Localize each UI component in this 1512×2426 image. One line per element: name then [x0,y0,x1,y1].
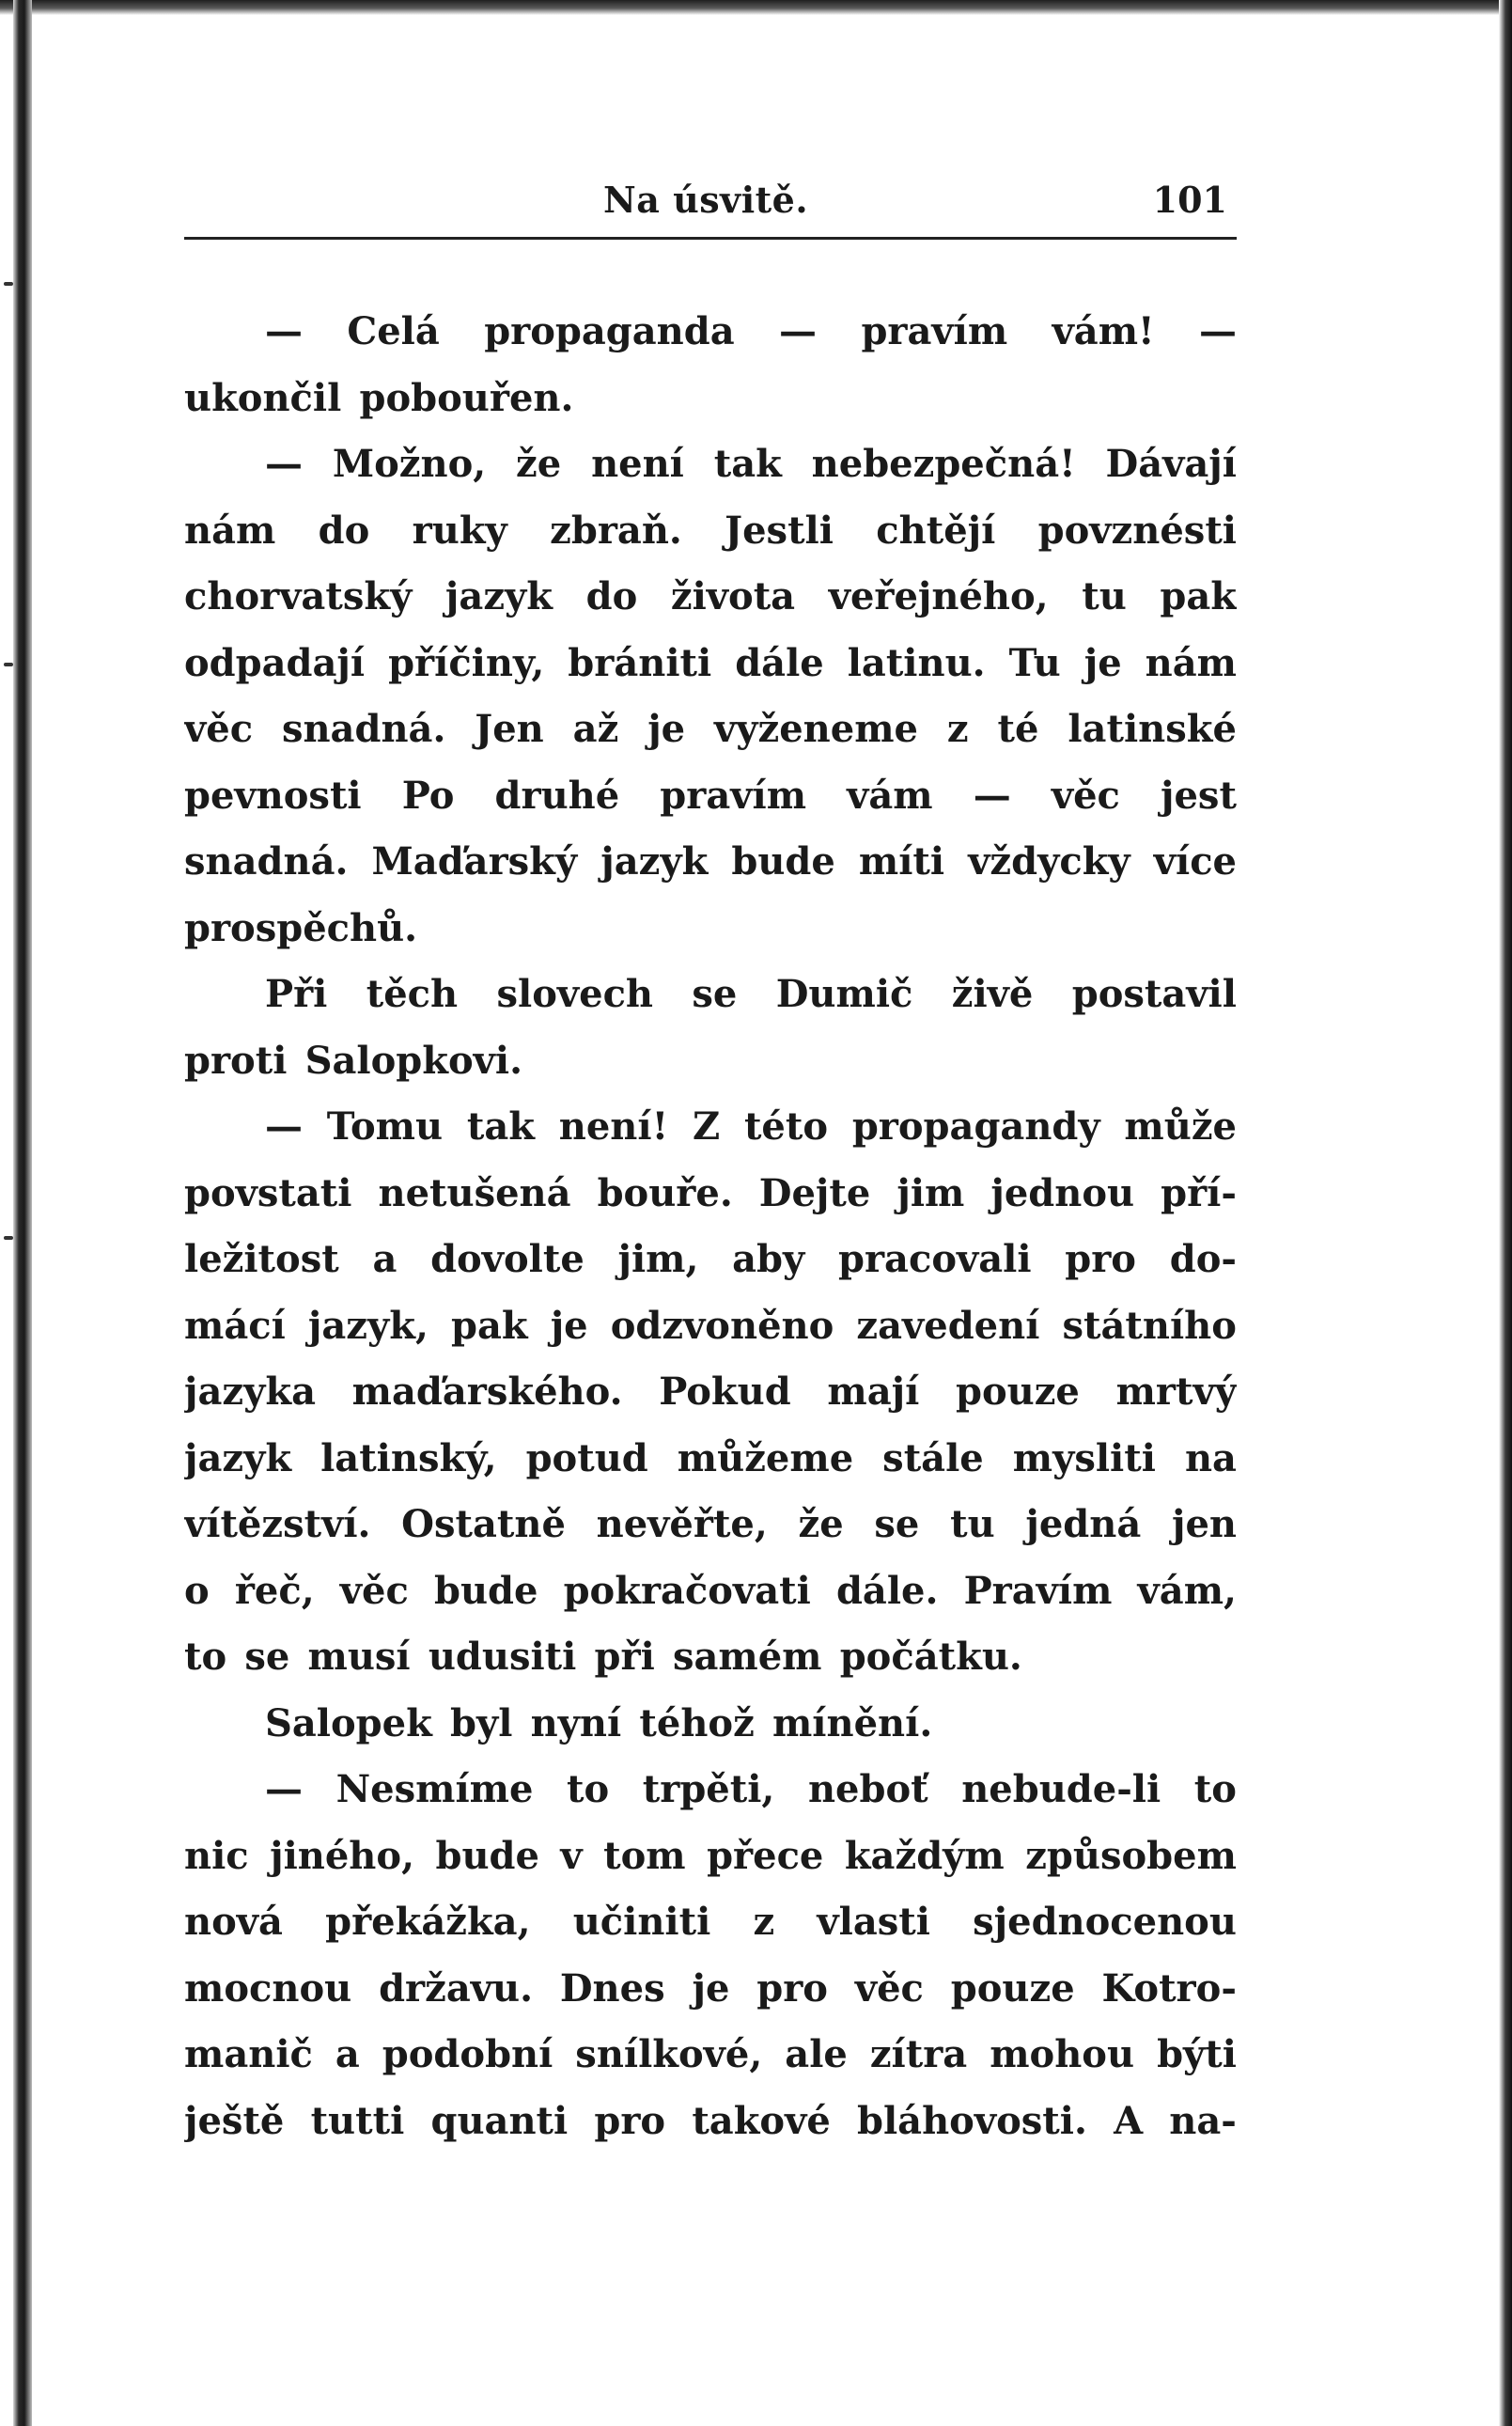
word: způsobem [1025,1833,1237,1878]
word: do [318,508,370,553]
word: pevnosti [184,773,362,818]
word: není [591,442,684,486]
word: jiného, [270,1833,414,1878]
word: Pravím [963,1568,1113,1613]
text-line [184,774,1237,840]
word: Dávají [1105,442,1237,486]
word: bude [433,1568,538,1613]
word: samém [672,1635,822,1679]
book-page [184,150,1237,2165]
word: státního [1062,1303,1237,1348]
word: pravím [861,309,1008,353]
word: povznésti [1037,508,1237,553]
word: pro [756,1965,828,2011]
word: pobouřen. [359,375,574,420]
text-line [184,574,1237,641]
text-line [184,1701,1237,1768]
word: mají [827,1370,920,1414]
word: snadná. [281,707,446,751]
word: se [244,1635,290,1679]
word: to [567,1767,610,1811]
word: ale [785,2032,848,2076]
word: jazyka [184,1370,316,1414]
text-line [184,972,1237,1039]
word: o [184,1568,210,1613]
word: a [372,1237,397,1281]
running-title: Na úsvitě. [603,179,809,221]
word: vždycky [968,839,1130,884]
scan-mark [4,663,13,666]
text-line [184,1104,1237,1171]
word: nic [184,1833,249,1878]
word: pokračovati [563,1568,811,1613]
word: věc [184,707,254,751]
word: vítězství. [184,1502,371,1546]
word: musí [307,1635,411,1679]
word: ležitost [184,1237,339,1281]
word: netušená [378,1170,571,1215]
word: maďarského. [351,1370,623,1414]
text-line [184,1171,1237,1238]
word: tu [950,1502,995,1546]
word: do- [1169,1237,1237,1281]
word: Maďarský [371,839,578,884]
word: pravím [660,773,807,818]
word: přece [707,1833,824,1878]
word: — [1199,309,1237,353]
word: počátku. [839,1635,1022,1679]
word: Jen [475,707,544,751]
word: je [1083,640,1122,685]
word: Dejte [758,1170,871,1215]
word: že [516,442,562,486]
word: — [973,773,1011,818]
text-line [184,1834,1237,1901]
word: potud [525,1435,648,1480]
word: bude [435,1833,539,1878]
word: je [692,1965,730,2011]
scan-top-edge [0,0,1512,15]
word: chtějí [876,508,996,553]
word: pro [1065,1237,1136,1281]
word: na [1184,1435,1237,1480]
word: je [550,1303,588,1348]
word: tom [603,1833,686,1878]
scan-mark [4,1236,13,1240]
word: tak [466,1104,535,1149]
word: těch [366,972,459,1016]
word: Kotro- [1101,1965,1237,2011]
word: pro [594,2098,666,2143]
scan-mark [4,282,13,286]
text-line [184,1569,1237,1636]
word: A [1114,2098,1144,2143]
word: se [874,1502,920,1546]
word: druhé [494,773,620,818]
word: dovolte [430,1237,585,1281]
text-line [184,1966,1237,2033]
text-line [184,1039,1237,1105]
word: jazyk [184,1435,292,1480]
word: Pokud [659,1370,791,1414]
word: Salopkovi. [304,1038,522,1083]
word: to [1193,1767,1237,1811]
word: se [692,972,738,1016]
word: věc [339,1568,409,1613]
word: pak [1160,574,1237,618]
word: Tomu [326,1104,444,1149]
word: Salopek [265,1700,432,1745]
word: quanti [430,2098,569,2143]
word: může [1124,1104,1237,1149]
word: pak [450,1303,528,1348]
word: mrtvý [1115,1370,1237,1414]
word: byl [450,1700,513,1745]
word: Ostatně [401,1502,566,1546]
word: — [265,309,303,353]
word: pří- [1161,1170,1237,1215]
word: propaganda [484,309,735,353]
word: nyní [530,1700,622,1745]
word: podobní [382,2032,553,2076]
word: každým [844,1833,1005,1878]
word: je [647,707,686,751]
text-line [184,839,1237,906]
word: sjednocenou [973,1900,1237,1944]
text-line [184,1502,1237,1569]
word: pouze [955,1370,1080,1414]
word: postavil [1071,972,1237,1016]
word: více [1153,839,1237,884]
word: zavedení [856,1303,1040,1348]
word: bláhovosti. [856,2098,1087,2143]
word: mínění. [772,1700,933,1745]
word: jest [1161,773,1237,818]
word: — [265,442,303,486]
word: nová [184,1900,283,1944]
word: věc [854,1965,924,2011]
word: této [743,1104,829,1149]
word: až [572,707,619,751]
text-line [184,641,1237,708]
word: jen [1171,1502,1237,1546]
text-line [184,442,1237,509]
word: tutti [310,2098,405,2143]
word: Celá [347,309,440,353]
word: prospěchů. [184,905,418,950]
word: býti [1157,2032,1237,2076]
word: jazyk, [307,1303,429,1348]
word: z [753,1900,775,1944]
word: řeč, [234,1568,315,1613]
word: mohou [990,2032,1135,2076]
word: slovech [496,972,654,1016]
word: vlasti [817,1900,930,1944]
text-line [184,2032,1237,2099]
text-line [184,1304,1237,1370]
word: nám [184,508,276,553]
word: tu [1082,574,1127,618]
word: jedná [1025,1502,1142,1546]
word: při [594,1635,655,1679]
word: příčiny, [388,640,545,685]
word: z [946,707,969,751]
word: chorvatský [184,574,413,618]
word: živě [951,972,1034,1016]
word: jazyk [444,574,553,618]
word: ještě [184,2098,285,2143]
word: překážka, [325,1900,531,1944]
word: trpěti, [642,1767,775,1811]
word: zítra [869,2032,968,2076]
word: nebude-li [961,1767,1161,1811]
text-line [184,1900,1237,1966]
word: latinské [1068,707,1237,751]
word: na- [1169,2098,1237,2143]
word: do [585,574,638,618]
word: mocnou [184,1965,352,2011]
body-text [184,309,1237,2165]
text-line [184,1436,1237,1503]
word: brániti [568,640,712,685]
word: snadná. [184,839,349,884]
word: — [265,1767,303,1811]
word: učiniti [572,1900,711,1944]
word: udusiti [428,1635,577,1679]
word: latinský, [320,1435,497,1480]
word: můžeme [677,1435,854,1480]
word: Z [692,1104,721,1149]
word: nám [1145,640,1237,685]
word: věc [1051,773,1120,818]
word: a [335,2032,360,2076]
word: Po [401,773,455,818]
word: v [560,1833,583,1878]
word: jednou [990,1170,1135,1215]
page-number: 101 [1152,179,1227,221]
word: latinu. [847,640,986,685]
word: vyženeme [714,707,918,751]
word: nevěřte, [596,1502,768,1546]
word: to [184,1635,227,1679]
word: odzvoněno [610,1303,834,1348]
word: dále [735,640,824,685]
word: téhož [639,1700,755,1745]
word: proti [184,1038,288,1083]
word: vám, [1137,1568,1237,1613]
word: ruky [412,508,507,553]
text-line [184,1237,1237,1304]
word: snílkové, [575,2032,763,2076]
page-header [184,150,1237,240]
word: — [265,1104,303,1149]
word: Dnes [559,1965,665,2011]
text-line [184,509,1237,575]
word: — [779,309,818,353]
word: života [670,574,796,618]
text-line [184,309,1237,376]
word: Jestli [725,508,834,553]
word: zbraň. [550,508,682,553]
word: jazyk [600,839,709,884]
word: pouze [950,1965,1075,2011]
word: Při [265,972,328,1016]
word: míti [858,839,945,884]
word: odpadají [184,640,366,685]
word: té [997,707,1039,751]
word: dále. [835,1568,939,1613]
word: ukončil [184,375,342,420]
word: bude [731,839,835,884]
scan-left-edge [13,0,32,2426]
word: pracovali [838,1237,1032,1281]
word: Dumič [775,972,913,1016]
word: Možno, [332,442,487,486]
text-line [184,906,1237,973]
text-line [184,1635,1237,1701]
text-line [184,376,1237,443]
word: Tu [1008,640,1061,685]
word: vám! [1052,309,1155,353]
word: tak [713,442,782,486]
word: povstati [184,1170,352,1215]
text-line [184,1370,1237,1436]
word: mácí [184,1303,286,1348]
word: vám [847,773,933,818]
word: nebezpečná! [811,442,1076,486]
word: državu. [379,1965,533,2011]
word: bouře. [597,1170,733,1215]
word: propagandy [851,1104,1100,1149]
word: jim [896,1170,965,1215]
text-line [184,707,1237,774]
text-line [184,1767,1237,1834]
word: mysliti [1012,1435,1156,1480]
word: aby [732,1237,805,1281]
word: manič [184,2032,313,2076]
word: že [798,1502,844,1546]
word: není! [558,1104,669,1149]
text-line [184,2099,1237,2166]
word: jim, [617,1237,699,1281]
word: stále [882,1435,984,1480]
word: veřejného, [828,574,1049,618]
word: Nesmíme [335,1767,534,1811]
scan-right-edge [1499,0,1512,2426]
word: neboť [807,1767,928,1811]
word: takové [692,2098,831,2143]
